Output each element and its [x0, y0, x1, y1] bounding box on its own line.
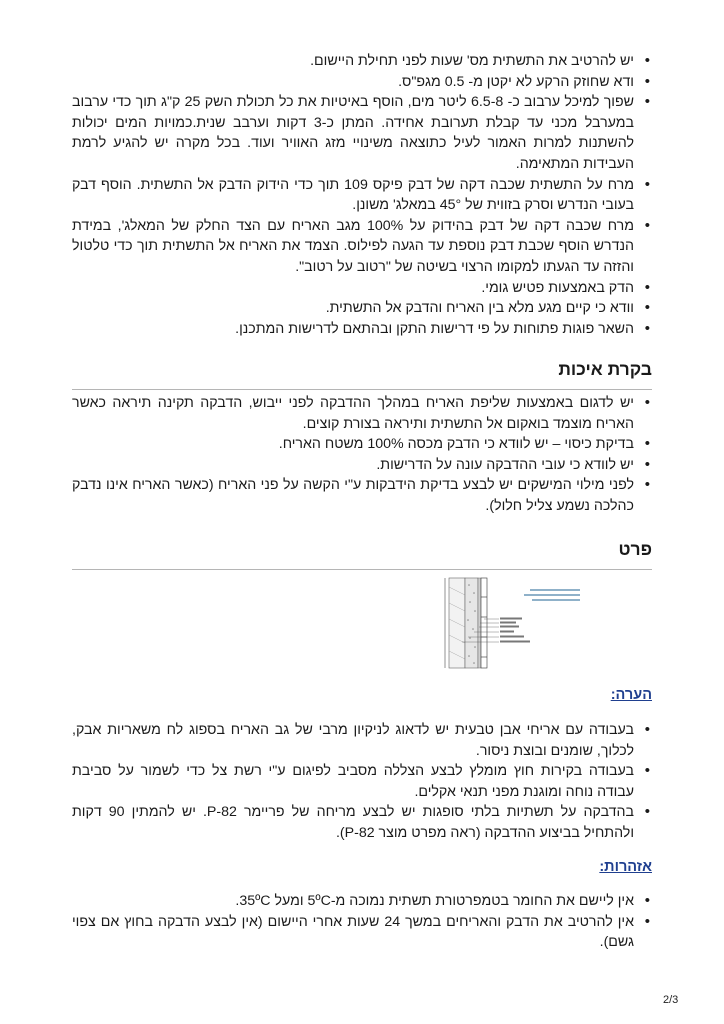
quality-list	[72, 393, 652, 517]
list-item: • ודא שחוזק הרקע לא יקטן מ- 0.5 מגפ"ס.	[72, 72, 652, 93]
quality-section-title: בקרת איכות	[72, 358, 652, 390]
application-steps-list	[72, 51, 652, 339]
list-item: • אין ליישם את החומר בטמפרטורת תשתית נמוכה מ-5ºC ומעל 35ºC.	[72, 891, 652, 912]
detail-section-diagram	[444, 575, 589, 670]
warnings-title: אזהרות:	[599, 859, 652, 875]
list-item: • יש להרטיב את התשתית מס' שעות לפני תחילת היישום.	[72, 51, 652, 72]
note-list	[72, 720, 652, 844]
page-number: 2/3	[663, 994, 679, 1006]
detail-section-title: פרט	[72, 538, 652, 570]
wall-detail-drawing	[444, 575, 589, 670]
list-item: • יש לדגום באמצעות שליפת האריח במהלך ההדבקה לפני ייבוש, הדבקה תקינה תיראה כאשר האריח מוצמד בואקום אל התשתית ותיראה בצורת קוצים.	[72, 393, 652, 434]
list-item: • השאר פוגות פתוחות על פי דרישות התקן ובהתאם לדרישות המתכנן.	[72, 319, 652, 340]
list-item: • וודא כי קיים מגע מלא בין האריח והדבק אל התשתית.	[72, 298, 652, 319]
list-item: • בעבודה עם אריחי אבן טבעית יש לדאוג לניקיון מרבי של גב האריח בספוג לח משאריות אבק, לכלוך, שומנים ובוצת ניסור.	[72, 720, 652, 761]
list-item: • הדק באמצעות פטיש גומי.	[72, 278, 652, 299]
list-item: • מרח שכבה דקה של דבק בהידוק על 100% מגב האריח עם הצד החלק של המאלג', במידת הנדרש הוסף שכבת דבק נוספת עד הגעה לפילוס. הצמד את האריח אל התשתית תוך כדי טלטול והזזה עד הגעתו למקומו הרצוי בשיטה של "רטוב על רטוב".	[72, 216, 652, 278]
list-item: • יש לוודא כי עובי ההדבקה עונה על הדרישות.	[72, 455, 652, 476]
note-title: הערה:	[610, 687, 652, 703]
list-item: • שפוך למיכל ערבוב כ- 6.5-8 ליטר מים, הוסף באיטיות את כל תכולת השק 25 ק"ג תוך כדי ערבוב במערבל מכני עד קבלת תערובת אחידה. המתן כ-3 דקות וערבב שנית.כמויות המים יכולות להשתנות למרות האמור לעיל כתוצאה משינויי מזג האוויר ועוד. בכל מקרה יש להגיע לרמת העבידות המתאימה.	[72, 92, 652, 174]
list-item: • בהדבקה על תשתיות בלתי סופגות יש לבצע מריחה של פריימר P-82. יש להמתין 90 דקות ולהתחיל בביצוע ההדבקה (ראה מפרט מוצר P-82).	[72, 802, 652, 843]
list-item: • אין להרטיב את הדבק והאריחים במשך 24 שעות אחרי היישום (אין לבצע הדבקה בחוץ אם צפוי גשם).	[72, 912, 652, 953]
list-item: • לפני מילוי המישקים יש לבצע בדיקת הידבקות ע"י הקשה על פני האריח (כאשר האריח אינו נדבק כהלכה נשמע צליל חלול).	[72, 475, 652, 516]
list-item: • מרח על התשתית שכבה דקה של דבק פיקס 109 תוך כדי הידוק הדבק אל התשתית. הוסף דבק בעובי הנדרש וסרק בזווית של 45° במאלג' משונן.	[72, 175, 652, 216]
warnings-list	[72, 891, 652, 953]
list-item: • בעבודה בקירות חוץ מומלץ לבצע הצללה מסביב לפיגום ע"י רשת צל כדי לשמור על סביבת עבודה נוחה ומוגנת מפני תנאי אקלים.	[72, 761, 652, 802]
list-item: • בדיקת כיסוי – יש לוודא כי הדבק מכסה 100% משטח האריח.	[72, 434, 652, 455]
